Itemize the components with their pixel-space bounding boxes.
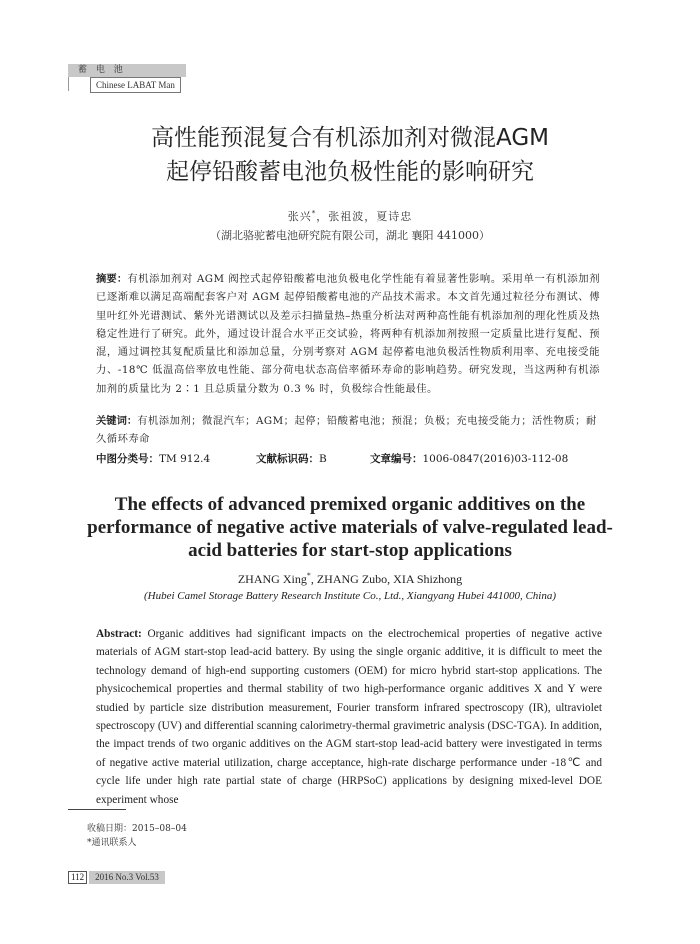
- abstract-en: [96, 625, 602, 809]
- abstract-cn-text: 有机添加剂对 AGM 阀控式起停铅酸蓄电池负极电化学性能有着显著性影响。采用单一有机添加剂已逐渐难以满足高端配套客户对 AGM 起停铅酸蓄电池的产品技术需求。本文首先通过粒径分布测试、傅里叶红外光谱测试、紫外光谱测试以及差示扫描量热–热重分析法对两种高性能有机添加剂的理化性质及热稳定性进行了研究。此外，通过设计混合水平正交试验，将两种有机添加剂按照一定质量比进行复配、预混，通过调控其复配质量比和添加总量，分别考察对 AGM 起停蓄电池负极活性物质利用率、充电接受能力、-18℃ 低温高倍率放电性能、部分荷电状态高倍率循环寿命的影响趋势。研究发现，当这两种有机添加剂的质量比为 2∶1 且总质量分数为 0.3 % 时，负极综合性能最佳。: [96, 273, 601, 395]
- abstract-cn-label: 摘要：: [96, 273, 128, 285]
- article-number-value: 1006-0847(2016)03-112-08: [422, 453, 569, 465]
- page-footer: [68, 871, 165, 884]
- keywords-cn: [96, 412, 600, 449]
- title-cn-line-2: 起停铅酸蓄电池负极性能的影响研究: [166, 159, 534, 185]
- authors-cn-rest: ，张祖波，夏诗忠: [316, 210, 413, 223]
- journal-name: Chinese LABAT Man: [90, 77, 181, 93]
- abstract-en-text: Organic additives had significant impacts on the electrochemical properties of negative active materials of AGM start-stop lead-acid battery. By using the single organic additive, it is difficult to meet the technology demand of high-end supporting customers (OEM) for micro hybrid start-stop applications. The physicochemical properties and thermal stability of two high-performance organic additives X and Y were studied by particle size distribution measurement, Fourier transform infrared spectroscopy (IR), ultraviolet spectroscopy (UV) and differential scanning calorimetry-thermal gravimetric analysis (DSC-TGA). In addition, the impact trends of two organic additives on the AGM start-stop lead-acid battery were investigated in terms of negative active material utilization, charge acceptance, high-rate discharge performance under -18℃ and cycle life under high rate partial state of charge (HRPSoC) applications by designing mixed-level DOE experiment whose: [96, 628, 602, 806]
- corresponding-note: *通讯联系人: [87, 838, 137, 848]
- clc-label: 中图分类号：: [96, 453, 159, 465]
- page-number: 112: [68, 871, 87, 884]
- affiliation-en: (Hubei Camel Storage Battery Research Institute Co., Ltd., Xiangyang Hubei 441000, China): [143, 590, 557, 602]
- author-en-first: ZHANG Xing: [237, 572, 307, 586]
- document-code: [256, 451, 327, 467]
- section-label: 蓄 电 池: [68, 64, 186, 77]
- authors-en: [0, 571, 700, 587]
- authors-en-rest: , ZHANG Zubo, XIA Shizhong: [310, 572, 463, 586]
- corresponding-mark-cn: *: [311, 209, 317, 218]
- affiliation-cn: （湖北骆驼蓄电池研究院有限公司，湖北 襄阳 441000）: [210, 229, 490, 242]
- doc-code-value: B: [319, 453, 327, 465]
- clc-number: [96, 451, 210, 467]
- authors-cn: [0, 208, 700, 224]
- abstract-cn: [96, 270, 600, 398]
- keywords-cn-text: 有机添加剂；微混汽车；AGM；起停；铅酸蓄电池；预混；负极；充电接受能力；活性物质；耐久循环寿命: [96, 415, 597, 446]
- received-date: 收稿日期：2015–08–04: [87, 824, 187, 834]
- footnote-rule: [68, 809, 126, 810]
- issue-info: 2016 No.3 Vol.53: [89, 871, 165, 884]
- doc-code-label: 文献标识码：: [256, 453, 319, 465]
- author-cn-first: 张兴: [287, 210, 312, 223]
- abstract-en-label: Abstract:: [96, 628, 142, 640]
- title-cn-line-1: 高性能预混复合有机添加剂对微混AGM: [151, 125, 549, 151]
- clc-value: TM 912.4: [159, 453, 211, 465]
- article-number-label: 文章编号：: [370, 453, 423, 465]
- title-en: The effects of advanced premixed organic additives on the performance of negative active materials of valve-regulated lead-acid batteries for start-stop applications: [87, 494, 613, 561]
- corresponding-mark-en: *: [306, 571, 311, 580]
- header-divider: [68, 77, 69, 91]
- keywords-cn-label: 关键词：: [96, 415, 138, 427]
- article-number: [370, 451, 568, 467]
